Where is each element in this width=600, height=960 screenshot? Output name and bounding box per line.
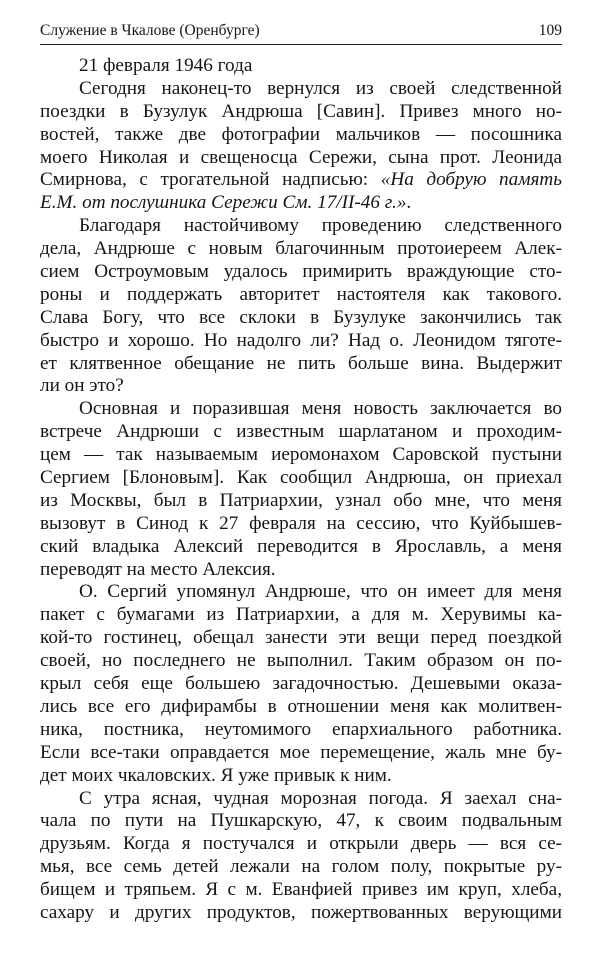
text-line: крыл себя еще большею загадочностью. Дешевыми оказа- <box>40 673 562 695</box>
text-line: дет моих чкаловских. Я уже привык к ним. <box>40 764 392 786</box>
text-line: сием Остроумовым удалось примирить враждующие сто- <box>40 261 562 283</box>
text-line: поездки в Бузулук Андрюша [Савин]. Привез много но- <box>40 100 562 122</box>
text-line: лись все его дифирамбы в отношении меня как молитвен- <box>40 695 562 717</box>
text-run: . <box>406 192 412 214</box>
header-rule <box>40 44 562 45</box>
text-line: Сергием [Блоновым]. Как сообщил Андрюша, он приехал <box>40 467 562 489</box>
text-line: Основная и поразившая меня новость заключается во <box>79 398 562 420</box>
text-line: пакет с бумагами из Патриархии, а для м. Херувимы ка- <box>40 604 562 626</box>
text-line: из Москвы, был в Патриархии, узнал обо мне, что меня <box>40 489 562 511</box>
text-line: ский владыка Алексий переводится в Ярославль, а меня <box>40 535 562 557</box>
text-line: бищем и тряпьем. Я с м. Еванфией привез им круп, хлеба, <box>40 879 562 901</box>
text-line: Если все-таки оправдается мое перемещение, жаль мне бу- <box>40 741 562 763</box>
text-line: быстро и хорошо. Но надолго ли? Над о. Леонидом тяготе- <box>40 329 562 351</box>
text-line: С утра ясная, чудная морозная погода. Я заехал сна- <box>79 787 562 809</box>
text-line: Слава Богу, что все склоки в Бузулуке закончились так <box>40 306 562 328</box>
text-line-mixed <box>40 169 562 192</box>
text-line: друзьям. Когда я постучался и открыли дверь — вся се- <box>40 833 562 855</box>
text-line: сахару и других продуктов, пожертвованных верующими <box>40 901 562 923</box>
running-head-title: Служение в Чкалове (Оренбурге) <box>40 22 260 39</box>
running-head <box>40 21 562 43</box>
body-text <box>40 55 562 925</box>
text-line: Благодаря настойчивому проведению следственного <box>79 215 562 237</box>
text-run: Смирнова, с трогательной надписью: <box>40 169 381 191</box>
page-number: 109 <box>538 22 562 39</box>
text-line: мья, все семь детей лежали на голом полу, покрытые ру- <box>40 856 562 878</box>
text-line: ет клятвенное обещание не пить больше вина. Выдержит <box>40 352 562 374</box>
text-line: кой-то гостинец, обещал занести эти вещи перед поездкой <box>40 627 562 649</box>
text-line: чала по пути на Пушкарскую, 47, к своим подвальным <box>40 810 562 832</box>
text-line: О. Сергий упомянул Андрюше, что он имеет для меня <box>79 581 562 603</box>
text-line: ли он это? <box>40 375 124 397</box>
text-line: востей, также две фотографии мальчиков — посошника <box>40 123 562 145</box>
entry-date: 21 февраля 1946 года <box>79 55 253 76</box>
text-line: цем — так называемым иеромонахом Саровской пустыни <box>40 444 562 466</box>
text-line-mixed <box>40 192 562 215</box>
quote-italic: «На добрую память <box>380 169 562 191</box>
text-line: переводят на место Алексия. <box>40 558 276 580</box>
text-line: своей, но последнего не выполнил. Таким образом он по- <box>40 650 562 672</box>
text-line: дела, Андрюше с новым благочинным протоиереем Алек- <box>40 238 562 260</box>
text-line: ника, постника, неутомимого епархиального работника. <box>40 718 562 740</box>
text-line: встрече Андрюши с известным шарлатаном и проходим- <box>40 421 562 443</box>
text-line: моего Николая и свещеносца Сережи, сына прот. Леонида <box>40 146 562 168</box>
text-line: Сегодня наконец-то вернулся из своей следственной <box>79 77 562 99</box>
quote-italic: Е.М. от послушника Сережи См. 17/II-46 г.» <box>40 192 407 214</box>
text-line: роны и поддержать авторитет настоятеля как такового. <box>40 283 562 305</box>
text-line: вызовут в Синод к 27 февраля на сессию, что Куйбышев- <box>40 512 562 534</box>
